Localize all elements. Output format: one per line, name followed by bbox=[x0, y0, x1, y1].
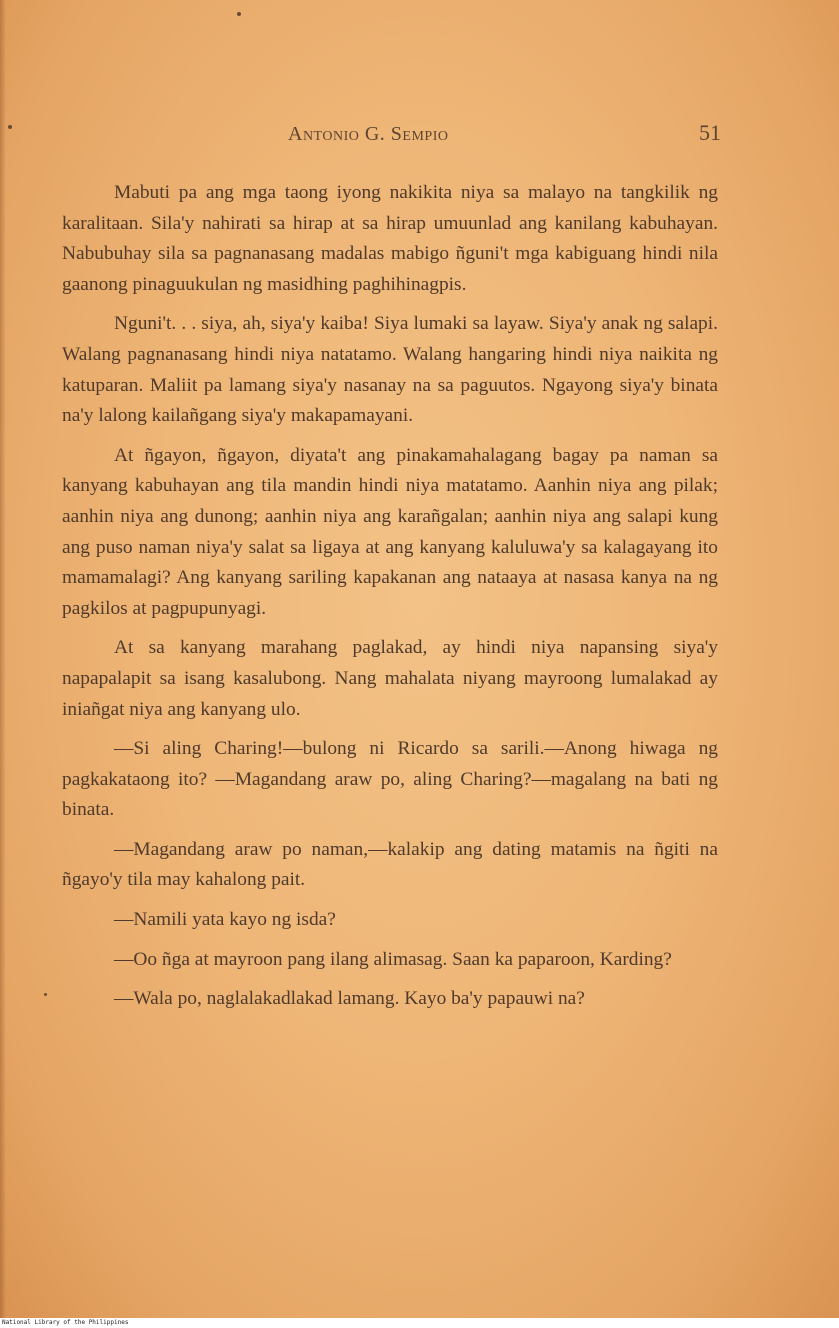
library-credit: National Library of the Philippines bbox=[2, 1319, 129, 1326]
paragraph: Nguni't. . . siya, ah, siya'y kaiba! Siya lumaki sa layaw. Siya'y anak ng salapi. Walang pagnanasang hindi niya natatamo. Walang hangaring hindi niya naikita ng katuparan. Maliit pa lamang siya'y nasanay na sa paguutos. Ngayong siya'y binata na'y lalong kailañgang siya'y makapamayani. bbox=[62, 313, 718, 427]
paragraph: At ñgayon, ñgayon, diyata't ang pinakamahalagang bagay pa naman sa kanyang kabuhayan ang tila mandin hindi niya matatamo. Aanhin niya ang pilak; aanhin niya ang dunong; aanhin niya ang karañgalan; aanhin niya ang salapi kung ang puso naman niya'y salat sa ligaya at ang kanyang kaluluwa'y sa kalagayang ito mamamalagi? Ang kanyang sariling kapakanan ang nataaya at nasasa kanya na ng pagkilos at pagpupunyagi. bbox=[62, 444, 718, 619]
speck-mark bbox=[237, 12, 241, 16]
page-number: 51 bbox=[699, 120, 721, 145]
paragraph: —Oo ñga at mayroon pang ilang alimasag. Saan ka paparoon, Karding? bbox=[114, 948, 672, 970]
paragraph: Mabuti pa ang mga taong iyong nakikita niya sa malayo na tangkilik ng karalitaan. Sila'y nahirati sa hirap at sa hirap umuunlad ang kanilang kabuhayan. Nabubuhay sila sa pagnanasang madalas mabigo ñguni't mga kabiguang hindi nila gaanong pinaguukulan ng masidhing paghihinagpis. bbox=[62, 182, 718, 295]
speck-mark bbox=[44, 993, 47, 996]
body-text bbox=[62, 178, 718, 1024]
paragraph: —Namili yata kayo ng isda? bbox=[114, 909, 336, 931]
paragraph: —Si aling Charing!—bulong ni Ricardo sa sarili.—Anong hiwaga ng pagkakataong ito? —Magandang araw po, aling Charing?—magalang na bati ng binata. bbox=[62, 738, 718, 821]
running-head: Antonio G. Sempio bbox=[288, 123, 449, 145]
paragraph: —Wala po, naglalakadlakad lamang. Kayo ba'y papauwi na? bbox=[114, 988, 585, 1010]
paragraph: —Magandang araw po naman,—kalakip ang dating matamis na ñgiti na ñgayo'y tila may kahalong pait. bbox=[62, 838, 718, 891]
paragraph: At sa kanyang marahang paglakad, ay hindi niya napansing siya'y napapalapit sa isang kasalubong. Nang mahalata niyang mayroong lumalakad ay iniañgat niya ang kanyang ulo. bbox=[62, 637, 718, 720]
page-header bbox=[0, 120, 839, 150]
footer-strip bbox=[0, 1318, 839, 1328]
